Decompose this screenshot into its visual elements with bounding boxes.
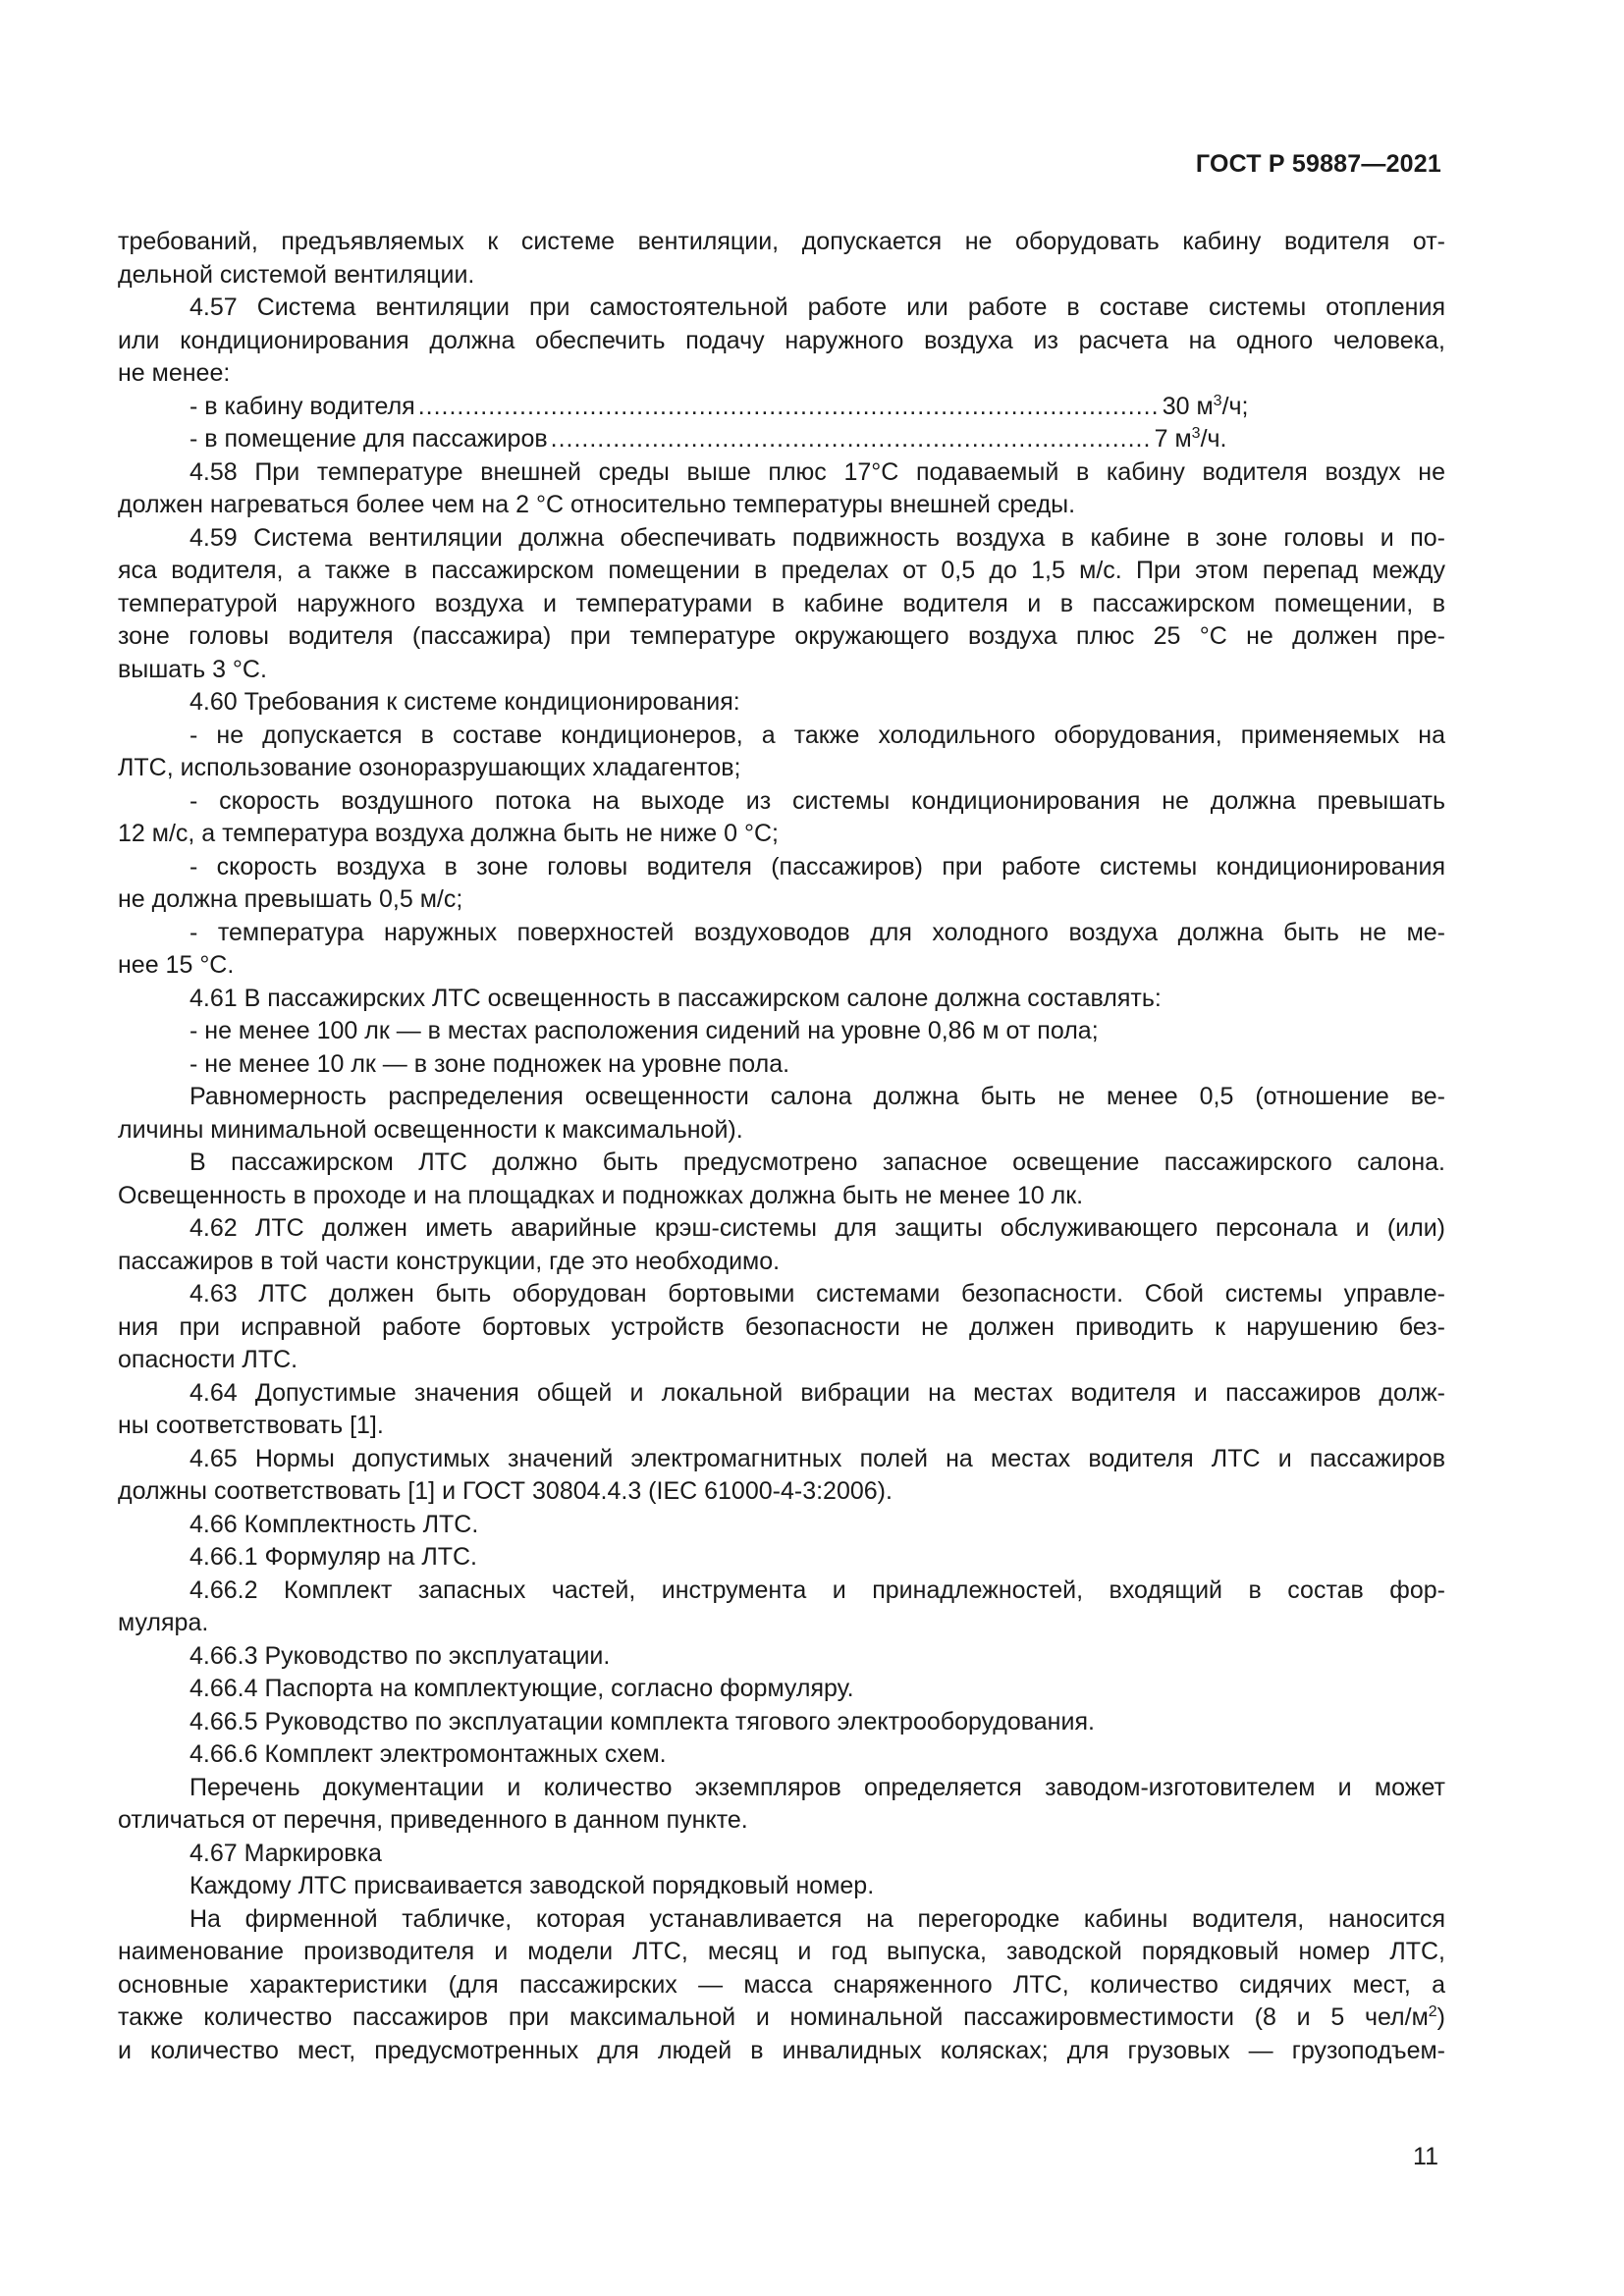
text-line: ны соответствовать [1].	[118, 1412, 384, 1439]
clause-4-66-2: 4.66.2 Комплект запасных частей, инструмента и принадлежностей, входящий в состав фор-	[189, 1575, 1445, 1604]
clause-4-66-6: 4.66.6 Комплект электромонтажных схем.	[189, 1740, 667, 1768]
text-line: отличаться от перечня, приведенного в данном пункте.	[118, 1806, 748, 1834]
text-line: В пассажирском ЛТС должно быть предусмотрено запасное освещение пассажирского салона.	[189, 1148, 1445, 1176]
clause-4-66-3: 4.66.3 Руководство по эксплуатации.	[189, 1641, 611, 1670]
text-line: На фирменной табличке, которая устанавливается на перегородке кабины водителя, наносится	[189, 1904, 1445, 1933]
text-line: пассажиров в той части конструкции, где это необходимо.	[118, 1247, 781, 1275]
text-line: и количество мест, предусмотренных для людей в инвалидных колясках; для грузовых — грузоподъем-	[118, 2036, 1445, 2064]
text-line: 12 м/с, а температура воздуха должна быть не ниже 0 °С;	[118, 820, 779, 847]
standard-code-header: ГОСТ Р 59887—2021	[1195, 150, 1441, 178]
airflow-driver-row	[118, 391, 1445, 424]
text-line: нее 15 °С.	[118, 951, 235, 979]
clause-4-58: 4.58 При температуре внешней среды выше плюс 17°С подаваемый в кабину водителя воздух не	[189, 457, 1445, 486]
text-line-with-superscript	[118, 2002, 1445, 2035]
airflow-driver-value: 30 $м^3/ч$;	[1162, 392, 1249, 420]
list-item: - не менее 100 лк — в местах расположения сидений на уровне 0,86 м от пола;	[189, 1017, 1099, 1044]
text-line: Равномерность распределения освещенности салона должна быть не менее 0,5 (отношение ве-	[189, 1083, 1445, 1110]
text-line: температурой наружного воздуха и температурами в кабине водителя и в пассажирском помещении, в	[118, 589, 1445, 617]
clause-4-63: 4.63 ЛТС должен быть оборудован бортовыми системами безопасности. Сбой системы управле-	[189, 1280, 1445, 1308]
clause-4-66-4: 4.66.4 Паспорта на комплектующие, согласно формуляру.	[189, 1675, 854, 1702]
clause-4-66-1: 4.66.1 Формуляр на ЛТС.	[189, 1543, 477, 1571]
text-line: вышать 3 °С.	[118, 655, 267, 683]
text-line: наименование производителя и модели ЛТС, месяц и год выпуска, заводской порядковый номер ЛТС,	[118, 1938, 1445, 1965]
dot-leader	[551, 423, 1152, 456]
list-item: - не менее 10 лк — в зоне подножек на уровне пола.	[189, 1049, 790, 1078]
text-line: муляра.	[118, 1609, 209, 1636]
clause-4-64: 4.64 Допустимые значения общей и локальной вибрации на местах водителя и пассажиров долж-	[189, 1378, 1445, 1407]
text-line: или кондиционирования должна обеспечить подачу наружного воздуха из расчета на одного человека,	[118, 326, 1445, 354]
list-item: - скорость воздушного потока на выходе из системы кондиционирования не должна превышать	[189, 786, 1445, 815]
clause-4-59: 4.59 Система вентиляции должна обеспечивать подвижность воздуха в кабине в зоне головы и по-	[189, 523, 1445, 552]
document-body	[118, 226, 1445, 2067]
text-line: зоне головы водителя (пассажира) при температуре окружающего воздуха плюс 25 °С не должен пре-	[118, 622, 1445, 650]
list-item: - не допускается в составе кондиционеров, а также холодильного оборудования, применяемых на	[189, 721, 1445, 749]
clause-4-67: 4.67 Маркировка	[189, 1839, 382, 1867]
list-item: - температура наружных поверхностей воздуховодов для холодного воздуха должна быть не ме-	[189, 918, 1445, 946]
clause-4-66: 4.66 Комплектность ЛТС.	[189, 1510, 479, 1538]
clause-4-57: 4.57 Система вентиляции при самостоятельной работе или работе в составе системы отопления	[189, 294, 1445, 321]
text-line: яса водителя, а также в пассажирском помещении в пределах от 0,5 до 1,5 м/с. При этом перепад между	[118, 557, 1445, 584]
text-line: должен нагреваться более чем на 2 °С относительно температуры внешней среды.	[118, 491, 1076, 518]
text-line: не должна превышать 0,5 м/с;	[118, 885, 463, 913]
text-segment: $^2$)	[1428, 2003, 1445, 2031]
text-line: личины минимальной освещенности к максимальной).	[118, 1115, 743, 1144]
text-line: Перечень документации и количество экземпляров определяется заводом-изготовителем и может	[189, 1773, 1445, 1801]
text-line: основные характеристики (для пассажирских — масса снаряженного ЛТС, количество сидячих мест, а	[118, 1970, 1445, 1999]
page-number: 11	[1413, 2143, 1438, 2170]
clause-4-61: 4.61 В пассажирских ЛТС освещенность в пассажирском салоне должна составлять:	[189, 984, 1162, 1012]
clause-4-65: 4.65 Нормы допустимых значений электромагнитных полей на местах водителя ЛТС и пассажиров	[189, 1444, 1445, 1472]
clause-4-60: 4.60 Требования к системе кондиционирования:	[189, 688, 740, 716]
text-line: ЛТС, использование озоноразрушающих хладагентов;	[118, 754, 741, 781]
clause-4-62: 4.62 ЛТС должен иметь аварийные крэш-системы для защиты обслуживающего персонала и (или)	[189, 1214, 1445, 1242]
text-line: не менее:	[118, 359, 231, 387]
dot-leader	[418, 391, 1160, 424]
text-line: должны соответствовать [1] и ГОСТ 30804.4.3 (IEC 61000-4-3:2006).	[118, 1477, 893, 1505]
list-item: - скорость воздуха в зоне головы водителя (пассажиров) при работе системы кондиционирования	[189, 852, 1445, 881]
text-line: Каждому ЛТС присваивается заводской порядковый номер.	[189, 1872, 875, 1899]
text-line: требований, предъявляемых к системе вентиляции, допускается не оборудовать кабину водителя от-	[118, 228, 1445, 255]
text-segment: также количество пассажиров при максимальной и номинальной пассажировместимости (8 и 5 чел/м	[118, 2003, 1429, 2031]
airflow-passenger-label: - в помещение для пассажиров	[189, 425, 548, 453]
text-line: опасности ЛТС.	[118, 1346, 298, 1373]
text-line: ния при исправной работе бортовых устройств безопасности не должен приводить к нарушению без-	[118, 1312, 1445, 1341]
airflow-passenger-row	[118, 423, 1445, 456]
clause-4-66-5: 4.66.5 Руководство по эксплуатации комплекта тягового электрооборудования.	[189, 1707, 1095, 1735]
airflow-driver-label: - в кабину водителя	[189, 392, 415, 420]
text-line: дельной системой вентиляции.	[118, 260, 475, 289]
airflow-passenger-value: 7 $м^3/ч$.	[1154, 425, 1227, 453]
text-line: Освещенность в проходе и на площадках и подножках должна быть не менее 10 лк.	[118, 1181, 1084, 1209]
